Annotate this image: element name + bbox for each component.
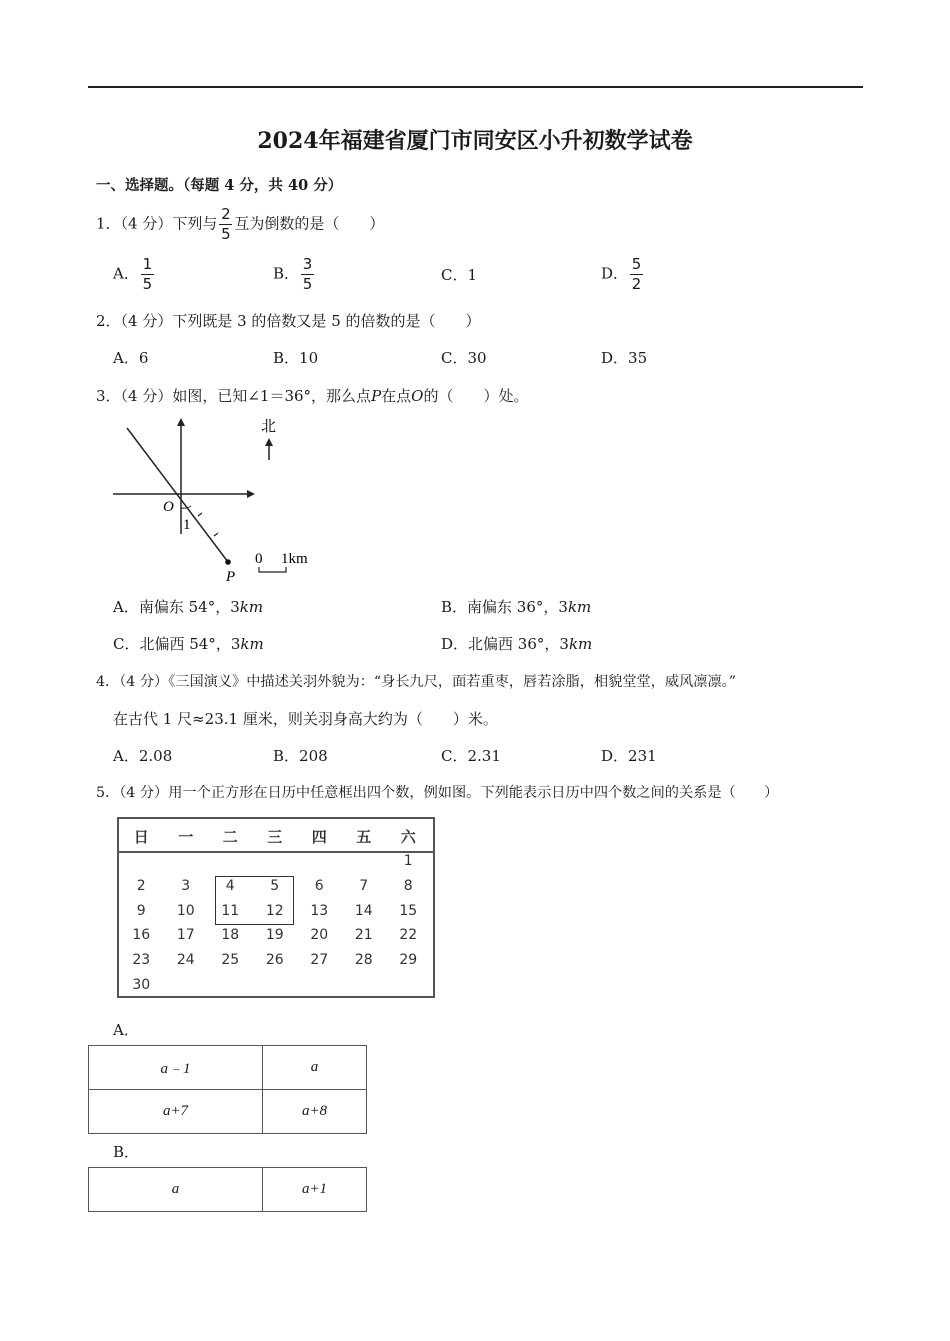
- q3-option-a-label: A．南偏东 54°，3: [113, 598, 240, 616]
- north-label: 北: [261, 417, 277, 435]
- calendar-day: 19: [265, 927, 284, 944]
- calendar-weekday: 一: [178, 828, 194, 846]
- calendar-day: 14: [354, 902, 373, 919]
- q1-b-num: 3: [302, 255, 313, 273]
- q1-tail: 互为倒数的是（ ）: [234, 214, 385, 233]
- calendar-day: 9: [136, 902, 146, 919]
- q1-option-d-fraction: [630, 256, 643, 293]
- q3-option-c-unit: km: [240, 635, 264, 653]
- question-4-line-2: 在古代 1 尺≈23.1 厘米，则关羽身高大约为（ ）米。: [113, 710, 498, 728]
- question-4-line-1: 4．（4 分）《三国演义》中描述关羽外貌为：“身长九尺，面若重枣，唇若涂脂，相貌堂堂，威风凛凛。”: [96, 674, 737, 690]
- question-5: 5．（4 分）用一个正方形在日历中任意框出四个数，例如图。下列能表示日历中四个数之间的关系是（ ）: [96, 785, 779, 801]
- q1-frac-den: 5: [221, 225, 231, 244]
- calendar-day: 26: [265, 952, 284, 969]
- calendar-day: 24: [176, 952, 195, 969]
- scale-zero: 0: [255, 551, 263, 567]
- q1-option-c-label: C．: [441, 266, 468, 284]
- calendar-day: 4: [225, 877, 235, 894]
- q3-option-c-label: C．北偏西 54°，3: [113, 635, 241, 653]
- calendar-weekday: 五: [356, 828, 372, 846]
- q1-b-den: 5: [302, 275, 313, 294]
- question-2: 2．（4 分）下列既是 3 的倍数又是 5 的倍数的是（ ）: [96, 312, 481, 330]
- q5-a-cell: a: [263, 1046, 367, 1090]
- q1-option-d[interactable]: [601, 256, 645, 293]
- q3-prefix: 3．（4 分）如图，已知∠1＝36°，那么点: [96, 387, 372, 405]
- q1-a-num: 1: [142, 255, 153, 273]
- q2-option-d[interactable]: D．35: [601, 349, 648, 367]
- q4-option-c[interactable]: C．2.31: [441, 747, 501, 765]
- q3-option-d-unit: km: [568, 635, 593, 653]
- angle-label: 1: [183, 517, 191, 533]
- calendar-day: 20: [310, 927, 329, 944]
- q3-option-d[interactable]: [441, 633, 592, 654]
- question-1: [96, 206, 384, 243]
- calendar-day: 25: [221, 952, 240, 969]
- scale-bar: [259, 567, 286, 572]
- calendar-day: 15: [399, 902, 418, 919]
- q3-point-p: P: [371, 387, 382, 405]
- q3-option-d-label: D．北偏西 36°，3: [441, 635, 569, 653]
- q1-stem: 1．（4 分）下列与: [96, 214, 218, 233]
- q5-a-cell: a+8: [263, 1090, 367, 1134]
- x-axis-arrow: [247, 490, 255, 498]
- q1-fraction: [219, 206, 232, 243]
- calendar-day: 23: [132, 952, 151, 969]
- calendar-day: 16: [132, 927, 151, 944]
- header-rule: [88, 86, 863, 88]
- calendar-weekday: 日: [133, 828, 149, 846]
- calendar-day: 6: [314, 877, 324, 894]
- calendar-day: 30: [132, 977, 151, 993]
- q1-a-den: 5: [142, 275, 153, 294]
- question-3: [96, 385, 529, 406]
- calendar-day: 2: [136, 877, 146, 894]
- calendar-day: 8: [403, 877, 413, 894]
- q1-option-a-label: A．: [113, 264, 139, 283]
- q3-mid: 在点: [381, 387, 412, 405]
- q5-b-cell: a: [89, 1168, 263, 1212]
- q1-option-d-label: D．: [601, 264, 629, 283]
- q5-a-cell: a+7: [89, 1090, 263, 1134]
- calendar-day: 17: [176, 927, 195, 944]
- calendar-selection-box: [215, 876, 294, 925]
- y-axis-arrow: [177, 418, 185, 426]
- calendar-day: 12: [265, 902, 284, 919]
- calendar-day: 27: [310, 952, 329, 969]
- q3-suffix: 的（ ）处。: [423, 387, 529, 405]
- origin-label: O: [163, 499, 174, 515]
- calendar-weekday: 二: [222, 828, 238, 846]
- q3-direction-figure: [105, 412, 335, 587]
- q1-option-b[interactable]: [273, 256, 316, 293]
- calendar-day: 21: [354, 927, 373, 944]
- calendar-day: 3: [181, 877, 191, 894]
- q1-option-c-text: 1: [467, 266, 478, 284]
- q1-option-c[interactable]: [441, 264, 477, 285]
- page-title: 2024年福建省厦门市同安区小升初数学试卷: [257, 128, 693, 154]
- q1-option-b-label: B．: [273, 264, 300, 283]
- q4-option-a[interactable]: A．2.08: [113, 747, 173, 765]
- calendar-day: 28: [354, 952, 373, 969]
- calendar-day: 29: [399, 952, 418, 969]
- q3-option-b[interactable]: [441, 596, 591, 617]
- calendar-day: 11: [221, 902, 240, 919]
- q3-point-o: O: [411, 387, 424, 405]
- point-p-dot: [225, 559, 231, 565]
- q2-option-a[interactable]: A．6: [113, 349, 149, 367]
- calendar-day: 13: [310, 902, 329, 919]
- bearing-line: [127, 428, 228, 562]
- calendar-figure: [117, 817, 435, 998]
- tick-mark: [214, 533, 218, 536]
- calendar-day: 18: [221, 927, 240, 944]
- q1-d-den: 2: [631, 275, 642, 294]
- calendar-weekday: 三: [267, 828, 283, 846]
- calendar-day: 10: [176, 902, 195, 919]
- q1-option-a[interactable]: [113, 256, 156, 293]
- calendar-day: 22: [399, 927, 418, 944]
- q3-option-b-label: B．南偏东 36°，3: [441, 598, 568, 616]
- tick-mark: [198, 513, 202, 516]
- q1-d-num: 5: [631, 255, 642, 273]
- q1-option-a-fraction: [141, 256, 154, 293]
- calendar-day: 5: [270, 877, 280, 894]
- calendar-weekday: 四: [311, 828, 327, 846]
- section-heading: 一、选择题。（每题 4 分，共 40 分）: [96, 177, 343, 194]
- q3-option-b-unit: km: [567, 598, 592, 616]
- calendar-day: 1: [403, 853, 413, 869]
- scale-one: 1km: [281, 551, 308, 567]
- q1-frac-num: 2: [221, 205, 231, 223]
- q4-option-b[interactable]: B．208: [273, 747, 328, 765]
- q5-option-b-label[interactable]: B．: [113, 1143, 140, 1161]
- q5-b-cell: a+1: [263, 1168, 367, 1212]
- calendar-day: 7: [359, 877, 369, 894]
- q5-option-a-label[interactable]: A．: [113, 1021, 139, 1039]
- q3-option-a-unit: km: [239, 598, 264, 616]
- q5-a-cell: a﹣1: [89, 1046, 263, 1090]
- q3-option-c[interactable]: [113, 633, 264, 654]
- q2-option-c[interactable]: C．30: [441, 349, 487, 367]
- point-p-label: P: [226, 569, 236, 585]
- q4-option-d[interactable]: D．231: [601, 747, 657, 765]
- q2-option-b[interactable]: B．10: [273, 349, 319, 367]
- calendar-weekday: 六: [400, 828, 416, 846]
- q5-option-b-table: [88, 1167, 367, 1212]
- q1-option-b-fraction: [301, 256, 314, 293]
- north-arrow-icon: [265, 438, 273, 446]
- q3-option-a[interactable]: [113, 596, 263, 617]
- q5-option-a-table: [88, 1045, 367, 1134]
